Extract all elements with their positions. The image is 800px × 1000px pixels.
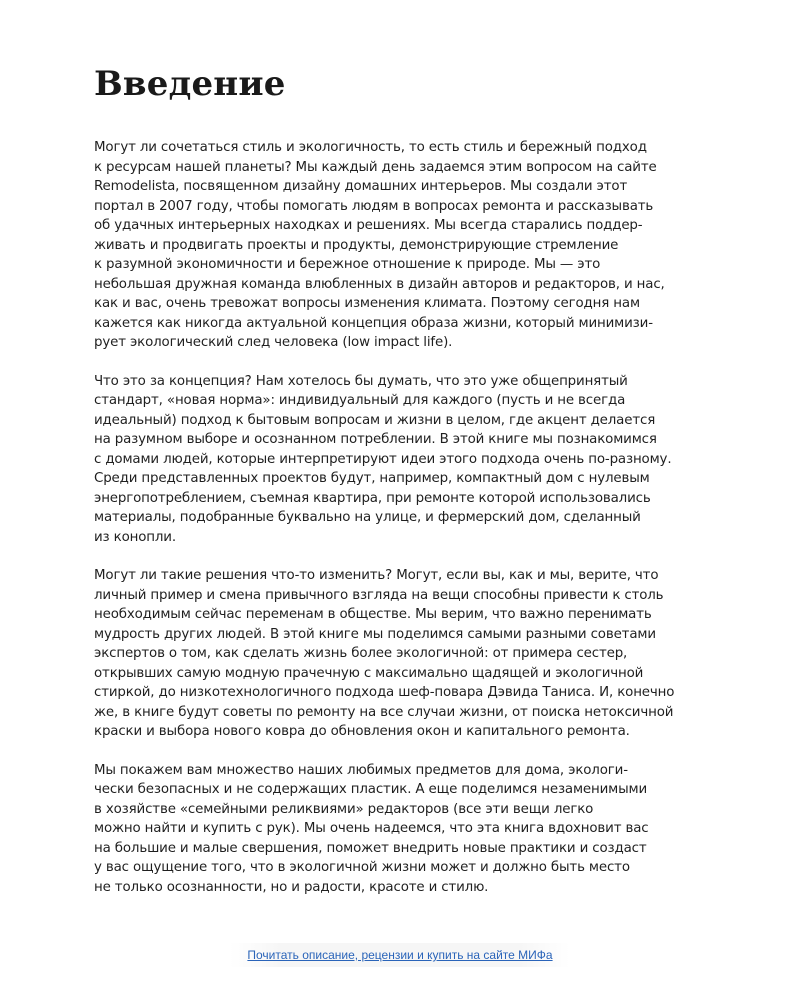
paragraph xyxy=(94,566,734,742)
text-line: чески безопасных и не содержащих пластик. А еще поделимся незаменимыми xyxy=(94,782,648,797)
text-line: Мы покажем вам множество наших любимых предметов для дома, экологи- xyxy=(94,762,628,778)
paragraph xyxy=(94,372,734,548)
text-line: энергопотреблением, съемная квартира, при ремонте которой использовались xyxy=(94,490,651,506)
text-line: же, в книге будут советы по ремонту на все случаи жизни, от поиска нетоксичной xyxy=(94,704,674,720)
text-line: рует экологический след человека (low impact life). xyxy=(94,335,453,350)
text-line: идеальный) подход к бытовым вопросам и жизни в целом, где акцент делается xyxy=(94,412,656,428)
text-line: Могут ли сочетаться стиль и экологичность, то есть стиль и бережный подход xyxy=(94,140,647,155)
text-line: открывших самую модную прачечную с максимально щадящей и экологичной xyxy=(94,665,644,681)
text-line: личный пример и смена привычного взгляда на вещи способны привести к столь xyxy=(94,587,664,603)
text-line: к разумной экономичности и бережное отношение к природе. Мы — это xyxy=(94,257,601,272)
text-line: мудрость других людей. В этой книге мы поделимся самыми разными советами xyxy=(94,626,656,642)
text-line: на большие и малые свершения, поможет внедрить новые практики и создаст xyxy=(94,840,647,856)
body-text xyxy=(94,138,734,916)
text-line: портал в 2007 году, чтобы помогать людям в вопросах ремонта и рассказывать xyxy=(94,198,654,214)
text-line: не только осознанности, но и радости, красоте и стилю. xyxy=(94,879,489,895)
text-line: у вас ощущение того, что в экологичной жизни может и должно быть место xyxy=(94,860,630,875)
footer-bar xyxy=(230,943,570,967)
paragraph xyxy=(94,138,734,353)
text-line: Среди представленных проектов будут, например, компактный дом с нулевым xyxy=(94,471,650,486)
text-line: краски и выбора нового ковра до обновления окон и капитального ремонта. xyxy=(94,724,630,739)
text-line: экспертов о том, как сделать жизнь более экологичной: от примера сестер, xyxy=(94,646,628,661)
text-line: на разумном выборе и осознанном потреблении. В этой книге мы познакомимся xyxy=(94,432,657,447)
text-line: материалы, подобранные буквально на улице, и фермерский дом, сделанный xyxy=(94,510,641,525)
text-line: как и вас, очень тревожат вопросы изменения климата. Поэтому сегодня нам xyxy=(94,296,640,311)
text-line: об удачных интерьерных находках и решениях. Мы всегда старались поддер- xyxy=(94,218,643,233)
paragraph xyxy=(94,761,734,898)
text-line: Что это за концепция? Нам хотелось бы думать, что это уже общепринятый xyxy=(94,373,628,389)
buy-book-link[interactable]: Почитать описание, рецензии и купить на сайте МИФа xyxy=(247,948,553,962)
text-line: необходимым сейчас переменам в обществе. Мы верим, что важно перенимать xyxy=(94,607,652,622)
text-line: стиркой, до низкотехнологичного подхода шеф-повара Дэвида Таниса. И, конечно xyxy=(94,685,675,700)
text-line: живать и продвигать проекты и продукты, демонстрирующие стремление xyxy=(94,237,619,253)
text-line: в хозяйстве «семейными реликвиями» редакторов (все эти вещи легко xyxy=(94,801,594,817)
text-line: небольшая дружная команда влюбленных в дизайн авторов и редакторов, и нас, xyxy=(94,276,665,292)
text-line: Remodelista, посвященном дизайну домашних интерьеров. Мы создали этот xyxy=(94,179,628,194)
text-line: с домами людей, которые интерпретируют идеи этого подхода очень по-разному. xyxy=(94,451,672,467)
text-line: из конопли. xyxy=(94,529,176,545)
text-line: кажется как никогда актуальной концепция образа жизни, который минимизи- xyxy=(94,315,653,331)
text-line: стандарт, «новая норма»: индивидуальный для каждого (пусть и не всегда xyxy=(94,393,626,408)
page-title: Введение xyxy=(94,64,286,104)
text-line: к ресурсам нашей планеты? Мы каждый день задаемся этим вопросом на сайте xyxy=(94,159,657,175)
text-line: Могут ли такие решения что-то изменить? Могут, если вы, как и мы, верите, что xyxy=(94,568,659,583)
text-line: можно найти и купить с рук). Мы очень надеемся, что эта книга вдохновит вас xyxy=(94,821,649,836)
